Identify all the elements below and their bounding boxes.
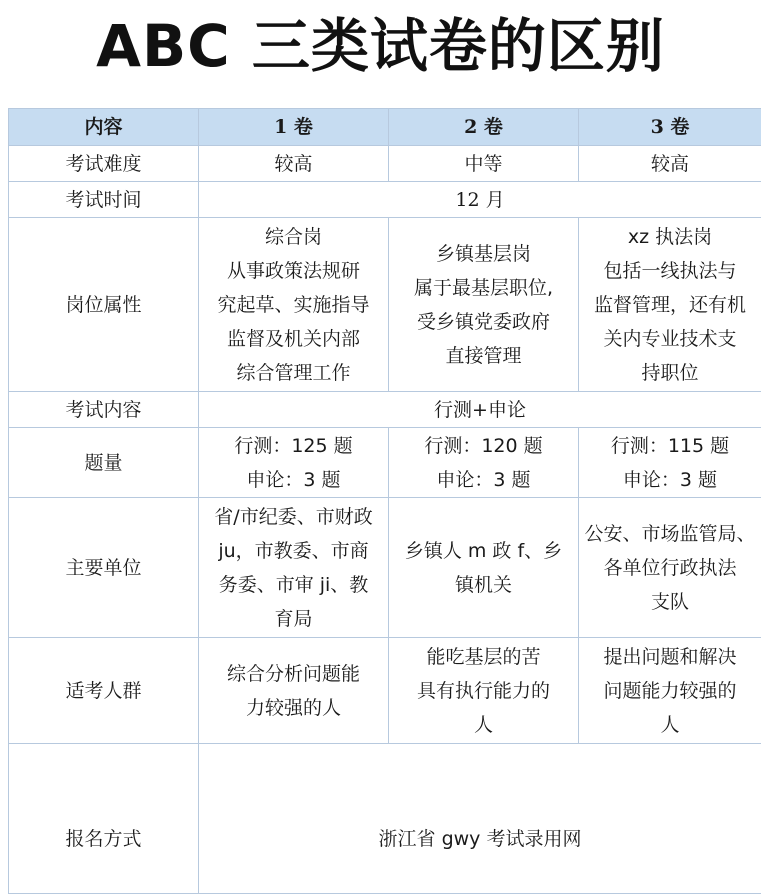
row-label: 岗位属性 [9,218,199,392]
cell [579,218,761,392]
cell-line: 乡镇基层岗 [393,237,574,271]
cell-line: 申论：3 题 [393,463,574,497]
cell-line: 行测：125 题 [203,429,384,463]
header-paper-1: 1 卷 [199,109,389,146]
row-label: 主要单位 [9,498,199,638]
cell [389,638,579,744]
cell-line: 育局 [203,602,384,636]
cell-line: 镇机关 [393,568,574,602]
cell-line: 综合分析问题能 [203,657,384,691]
cell-line: 监督管理，还有机 [583,288,757,322]
cell-line: 监督及机关内部 [203,322,384,356]
row-registration [9,744,761,894]
cell-line: 申论：3 题 [583,463,757,497]
cell [199,638,389,744]
cell-line: 持职位 [583,356,757,390]
cell-merged: 12 月 [199,182,761,218]
cell: 较高 [579,146,761,182]
cell [199,498,389,638]
row-label: 考试难度 [9,146,199,182]
cell-line: 乡镇人 m 政 f、乡 [393,534,574,568]
cell-line: 直接管理 [393,339,574,373]
cell [579,498,761,638]
cell-line: 具有执行能力的 [393,674,574,708]
row-label: 题量 [9,428,199,498]
cell-line: 行测：120 题 [393,429,574,463]
cell-line: ju，市教委、市商 [203,534,384,568]
header-paper-3: 3 卷 [579,109,761,146]
cell-line: 究起草、实施指导 [203,288,384,322]
cell [199,428,389,498]
cell [579,428,761,498]
cell-line: 关内专业技术支 [583,322,757,356]
row-label: 报名方式 [9,744,199,894]
cell [579,638,761,744]
row-attribute [9,218,761,392]
header-content: 内容 [9,109,199,146]
cell-line: 人 [583,708,757,742]
cell-line: 力较强的人 [203,691,384,725]
cell-line: 综合岗 [203,220,384,254]
cell-line: xz 执法岗 [583,220,757,254]
cell-line: 行测：115 题 [583,429,757,463]
cell-line: 属于最基层职位, [393,271,574,305]
cell [389,498,579,638]
cell-line: 问题能力较强的 [583,674,757,708]
cell [389,218,579,392]
cell-line: 申论：3 题 [203,463,384,497]
row-suitable [9,638,761,744]
cell-line: 务委、市审 ji、教 [203,568,384,602]
cell-line: 包括一线执法与 [583,254,757,288]
exam-comparison-table [8,108,761,894]
cell-line: 提出问题和解决 [583,640,757,674]
cell-line: 公安、市场监管局、 [583,517,757,551]
cell-line: 受乡镇党委政府 [393,305,574,339]
cell: 中等 [389,146,579,182]
cell [389,428,579,498]
row-difficulty [9,146,761,182]
cell-line: 从事政策法规研 [203,254,384,288]
cell-line: 能吃基层的苦 [393,640,574,674]
cell-line: 支队 [583,585,757,619]
header-row [9,109,761,146]
row-label: 考试时间 [9,182,199,218]
cell-line: 人 [393,708,574,742]
page-title: ABC 三类试卷的区别 [0,6,761,86]
cell-merged: 行测+申论 [199,392,761,428]
row-content [9,392,761,428]
row-quantity [9,428,761,498]
cell-line: 各单位行政执法 [583,551,757,585]
row-units [9,498,761,638]
row-label: 考试内容 [9,392,199,428]
cell [199,218,389,392]
cell: 较高 [199,146,389,182]
header-paper-2: 2 卷 [389,109,579,146]
cell-merged: 浙江省 gwy 考试录用网 [199,744,761,894]
row-time [9,182,761,218]
row-label: 适考人群 [9,638,199,744]
cell-line: 综合管理工作 [203,356,384,390]
cell-line: 省/市纪委、市财政 [203,500,384,534]
